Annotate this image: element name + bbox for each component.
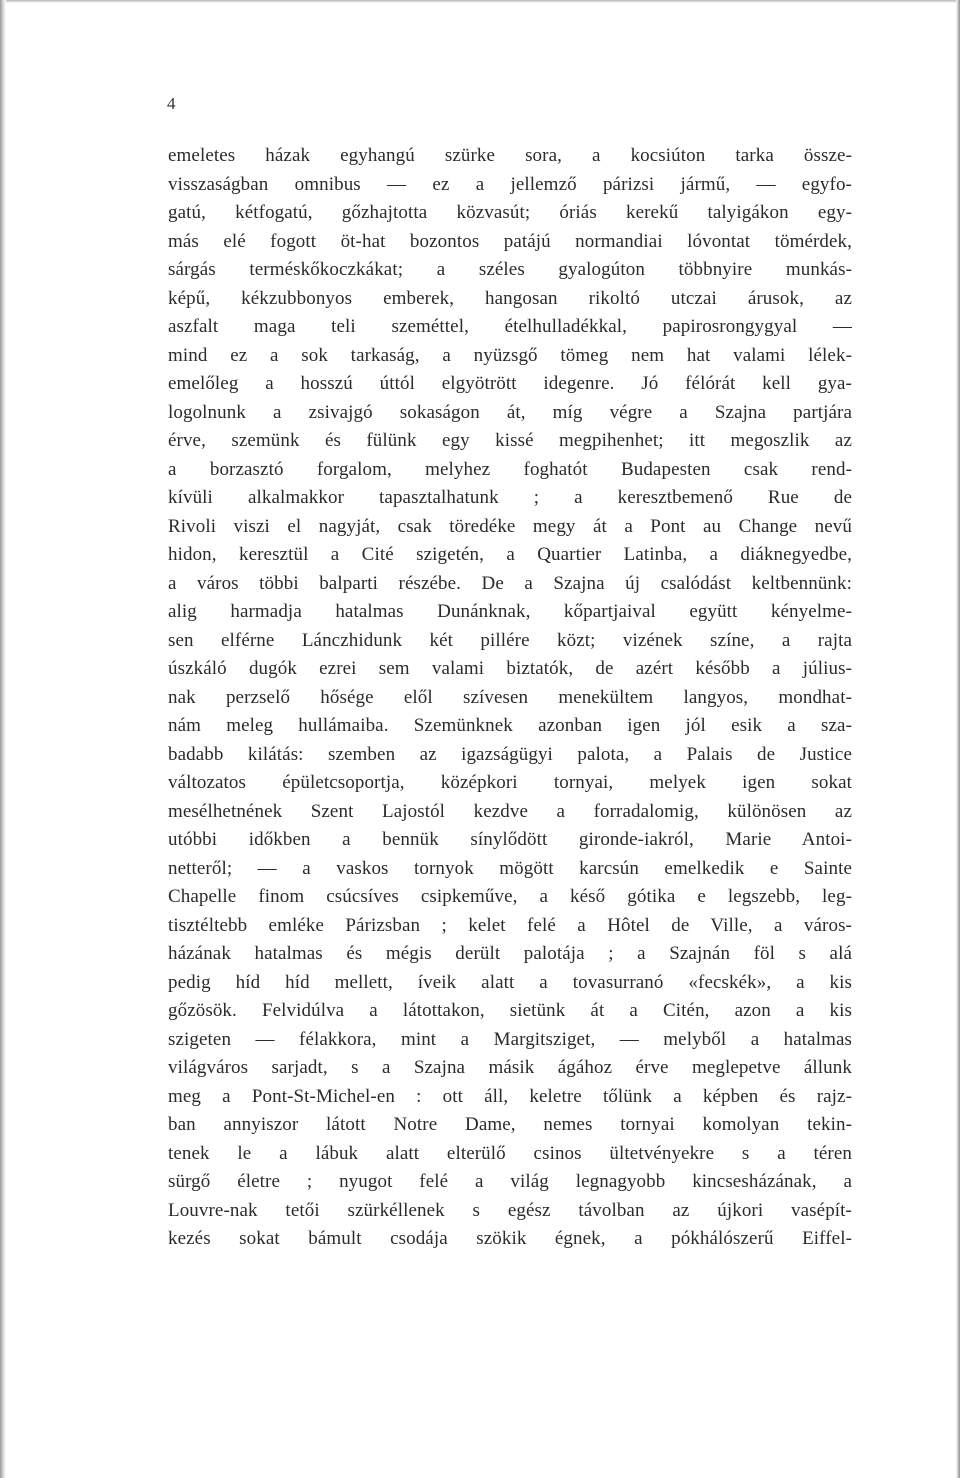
- text-line: visszaságban omnibus — ez a jellemző párizsi jármű, — egyfo-: [168, 173, 852, 195]
- text-line: mind ez a sok tarkaság, a nyüzsgő tömeg nem hat valami lélek-: [168, 344, 852, 366]
- text-line: nám meleg hullámaiba. Szemünknek azonban igen jól esik a sza-: [168, 715, 852, 736]
- text-line: Louvre-nak tetői szürkéllenek s egész távolban az újkori vasépít-: [168, 1199, 852, 1221]
- page-edge-top: [0, 0, 960, 3]
- page-number: 4: [167, 94, 176, 113]
- text-line: a borzasztó forgalom, melyhez foghatót Budapesten csak rend-: [168, 458, 852, 480]
- text-line: házának hatalmas és mégis derült palotája ; a Szajnán föl s alá: [168, 943, 852, 964]
- text-line: gatú, kétfogatú, gőzhajtotta közvasút; óriás kerekű talyigákon egy-: [168, 202, 852, 223]
- page-edge-right: [956, 0, 960, 1478]
- text-line: utóbbi időkben a bennük sínylődött gironde-iakról, Marie Antoi-: [168, 829, 852, 850]
- text-line: mesélhetnének Szent Lajostól kezdve a forradalomig, különösen az: [168, 800, 852, 822]
- text-line: tenek le a lábuk alatt elterülő csinos ültetvényekre s a téren: [168, 1142, 852, 1164]
- text-line: képű, kékzubbonyos emberek, hangosan rikoltó utczai árusok, az: [168, 287, 852, 309]
- text-line: Chapelle finom csúcsíves csipkeműve, a késő gótika e legszebb, leg-: [168, 886, 852, 907]
- text-line: tisztéltebb emléke Párizsban ; kelet felé a Hôtel de Ville, a város-: [168, 914, 852, 936]
- text-line: meg a Pont-St-Michel-en : ott áll, keletre tőlünk a képben és rajz-: [168, 1085, 852, 1107]
- text-line: emelőleg a hosszú úttól elgyötrött idegenre. Jó félórát kell gya-: [168, 373, 852, 394]
- body-text: [168, 142, 852, 1254]
- text-line: sárgás terméskőkoczkákat; a széles gyalogúton többnyire munkás-: [168, 259, 852, 280]
- text-line: világváros sarjadt, s a Szajna másik ágához érve meglepetve állunk: [168, 1057, 852, 1078]
- text-line: kívüli alkalmakkor tapasztalhatunk ; a keresztbemenő Rue de: [168, 487, 852, 508]
- text-line: kezés sokat bámult csodája szökik égnek, a pókhálószerű Eiffel-: [168, 1228, 852, 1249]
- text-line: alig harmadja hatalmas Dunánknak, kőpartjaival együtt kényelme-: [168, 601, 852, 622]
- text-line: aszfalt maga teli szeméttel, ételhulladékkal, papirosrongygyal —: [168, 316, 852, 337]
- page-edge-left: [0, 0, 6, 1478]
- text-line: logolnunk a zsivajgó sokaságon át, míg végre a Szajna partjára: [168, 401, 852, 423]
- text-line: Rivoli viszi el nagyját, csak töredéke megy át a Pont au Change nevű: [168, 515, 852, 537]
- text-line: változatos épületcsoportja, középkori tornyai, melyek igen sokat: [168, 772, 852, 793]
- text-line: sen elférne Lánczhidunk két pillére közt; vizének színe, a rajta: [168, 629, 852, 651]
- text-line: ban annyiszor látott Notre Dame, nemes tornyai komolyan tekin-: [168, 1114, 852, 1135]
- text-line: gőzösök. Felvidúlva a látottakon, sietünk át a Citén, azon a kis: [168, 1000, 852, 1021]
- text-line: hidon, keresztül a Cité szigetén, a Quartier Latinba, a diáknegyedbe,: [168, 544, 852, 565]
- text-line: emeletes házak egyhangú szürke sora, a kocsiúton tarka össze-: [168, 145, 852, 166]
- text-line: badabb kilátás: szemben az igazságügyi palota, a Palais de Justice: [168, 743, 852, 765]
- text-line: sürgő életre ; nyugot felé a világ legnagyobb kincsesházának, a: [168, 1171, 852, 1192]
- text-line: érve, szemünk és fülünk egy kissé megpihenhet; itt megoszlik az: [168, 430, 852, 451]
- text-line: más elé fogott öt-hat bozontos patájú normandiai lóvontat tömérdek,: [168, 230, 852, 252]
- text-line: a város többi balparti részébe. De a Szajna új csalódást keltbennünk:: [168, 572, 852, 594]
- text-line: nak perzselő hősége elől szívesen menekültem langyos, mondhat-: [168, 686, 852, 708]
- text-line: pedig híd híd mellett, íveik alatt a tovasurranó «fecskék», a kis: [168, 971, 852, 993]
- text-line: szigeten — félakkora, mint a Margitsziget, — melyből a hatalmas: [168, 1028, 852, 1050]
- text-line: netteről; — a vaskos tornyok mögött karcsún emelkedik e Sainte: [168, 857, 852, 879]
- text-line: úszkáló dugók ezrei sem valami biztatók, de azért később a július-: [168, 658, 852, 679]
